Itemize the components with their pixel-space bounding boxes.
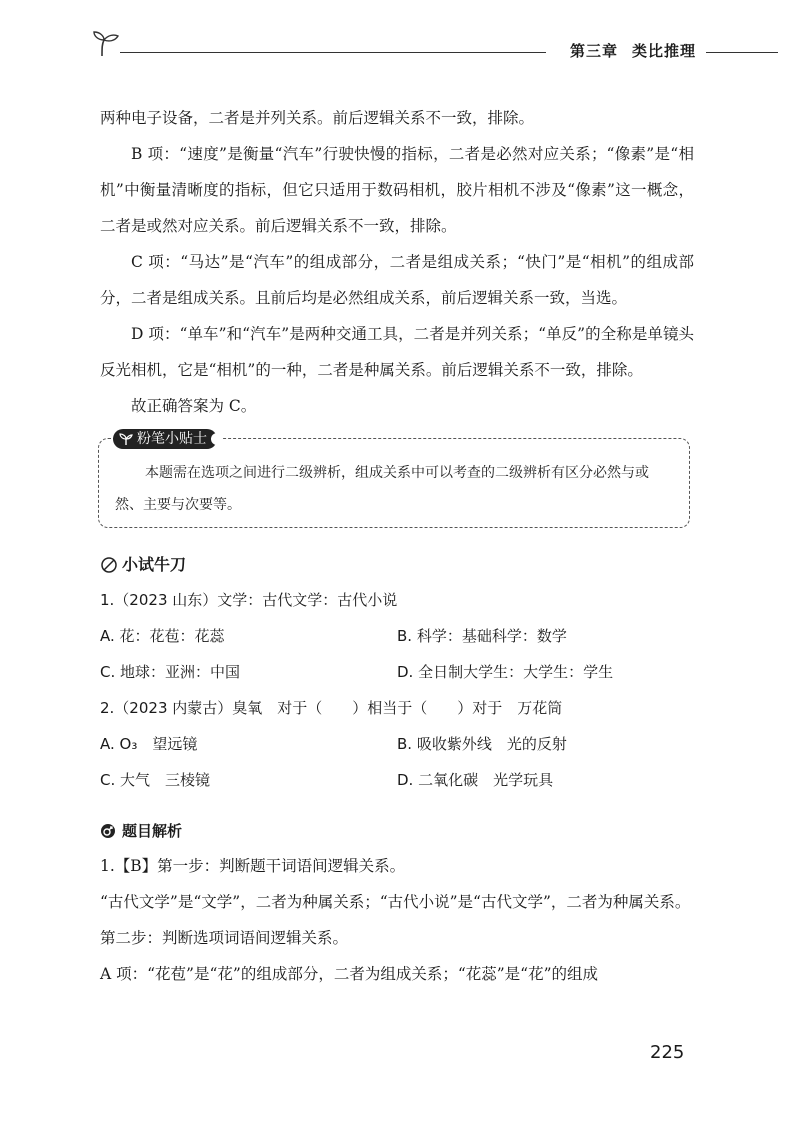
analysis-line: “古代文学”是“文学”，二者为种属关系；“古代小说”是“古代文学”，二者为种属关系。	[100, 893, 691, 911]
tip-text: 本题需在选项之间进行二级辨析，组成关系中可以考查的二级辨析有区分必然与或然、主要与次要等。	[115, 465, 649, 513]
analysis-icon	[100, 823, 116, 839]
header-rule-right	[706, 52, 778, 53]
question-1-options-row-1	[100, 618, 694, 654]
option-d: D. 全日制大学生：大学生：学生	[397, 663, 614, 681]
option-d: D. 二氧化碳 光学玩具	[397, 771, 554, 789]
analysis-line: 第二步：判断选项词语间逻辑关系。	[100, 929, 349, 947]
option-a: A. 花：花苞：花蕊	[100, 627, 225, 645]
paragraph-answer: 故正确答案为 C。	[131, 397, 257, 415]
question-2-options-row-2	[100, 762, 694, 798]
paragraph-continued: 两种电子设备，二者是并列关系。前后逻辑关系不一致，排除。	[100, 109, 535, 127]
sprout-icon	[88, 30, 122, 60]
question-1-stem: 1.（2023 山东）文学：古代文学：古代小说	[100, 591, 398, 609]
paragraph-option-d: D 项：“单车”和“汽车”是两种交通工具，二者是并列关系；“单反”的全称是单镜头反光相机，它是“相机”的一种，二者是种属关系。前后逻辑关系不一致，排除。	[100, 325, 694, 379]
analysis-line: 1.【B】第一步：判断题干词语间逻辑关系。	[100, 857, 406, 875]
analysis-line: A 项：“花苞”是“花”的组成部分，二者为组成关系；“花蕊”是“花”的组成	[100, 965, 599, 983]
option-b: B. 吸收紫外线 光的反射	[397, 735, 567, 753]
question-2-options-row-1	[100, 726, 694, 762]
page-header	[88, 30, 778, 60]
option-c: C. 地球：亚洲：中国	[100, 663, 241, 681]
question-2-stem: 2.（2023 内蒙古）臭氧 对于（ ）相当于（ ）对于 万花筒	[100, 699, 563, 717]
option-a: A. O₃ 望远镜	[100, 735, 198, 753]
header-rule-left	[120, 52, 546, 53]
question-1-options-row-2	[100, 654, 694, 690]
option-b: B. 科学：基础科学：数学	[397, 627, 567, 645]
paragraph-option-b: B 项：“速度”是衡量“汽车”行驶快慢的指标，二者是必然对应关系；“像素”是“相机”中衡量清晰度的指标，但它只适用于数码相机，胶片相机不涉及“像素”这一概念，二者是或然对应关系。前后逻辑关系不一致，排除。	[100, 145, 694, 235]
analysis-title: 题目解析	[100, 814, 694, 848]
option-c: C. 大气 三棱镜	[100, 771, 211, 789]
pencil-circle-icon	[100, 556, 118, 574]
paragraph-option-c: C 项：“马达”是“汽车”的组成部分，二者是组成关系；“快门”是“相机”的组成部分，二者是组成关系。且前后均是必然组成关系，前后逻辑关系一致，当选。	[100, 253, 694, 307]
practice-title: 小试牛刀	[100, 548, 694, 582]
chapter-number: 第三章	[569, 42, 618, 60]
sprout-icon	[119, 432, 133, 446]
tip-box	[98, 431, 690, 528]
chapter-title: 类比推理	[631, 42, 696, 60]
page-number: 225	[650, 1042, 685, 1063]
chapter-heading	[570, 40, 696, 61]
tip-label: 粉笔小贴士	[113, 429, 217, 449]
page-body	[100, 100, 694, 992]
